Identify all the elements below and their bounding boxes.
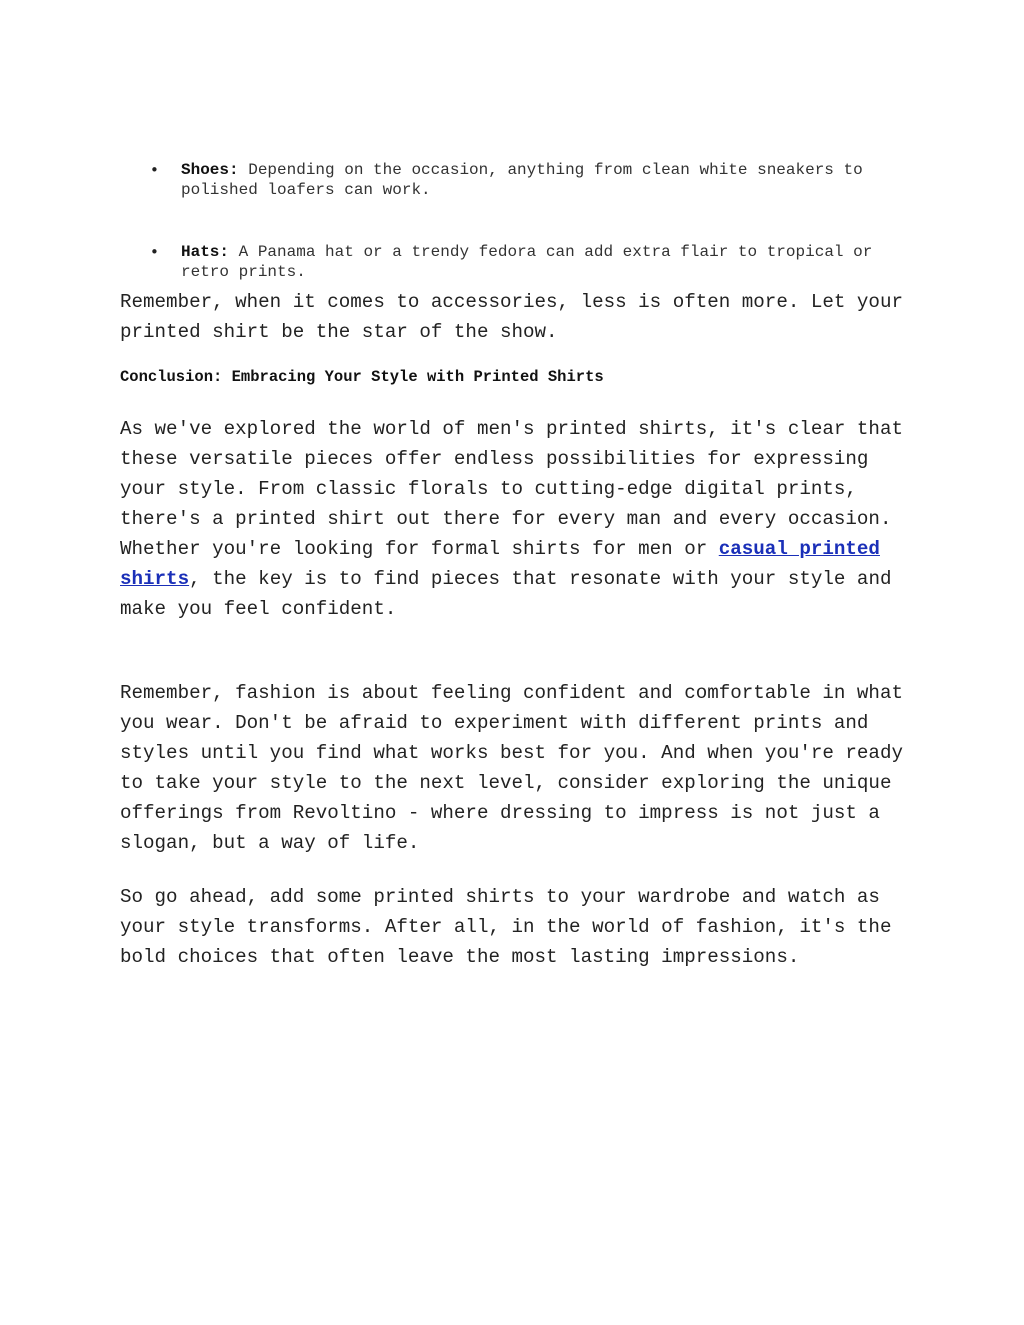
bullet-label: Hats: xyxy=(181,243,230,261)
bullet-text: Depending on the occasion, anything from clean white sneakers to polished loafers can work. xyxy=(181,161,863,199)
list-item-shoes xyxy=(120,160,900,200)
bullet-label: Shoes: xyxy=(181,161,239,179)
bullet-text: A Panama hat or a trendy fedora can add extra flair to tropical or retro prints. xyxy=(181,243,873,281)
bullet-icon: • xyxy=(150,243,159,261)
paragraph-text: , the key is to find pieces that resonate with your style and make you feel confident. xyxy=(120,568,892,620)
bullet-icon: • xyxy=(150,161,159,179)
accessories-note-paragraph: Remember, when it comes to accessories, less is often more. Let your printed shirt be the star of the show. xyxy=(120,291,903,343)
conclusion-paragraph-1 xyxy=(120,414,920,624)
conclusion-paragraph-3: So go ahead, add some printed shirts to your wardrobe and watch as your style transforms. After all, in the world of fashion, it's the bold choices that often leave the most lasting impressions. xyxy=(120,886,892,968)
paragraph-text: As we've explored the world of men's printed shirts, it's clear that these versatile pieces offer endless possibilities for expressing your style. From classic florals to cutting-edge digital prints, there's a printed shirt out there for every man and every occasion. Whether you're looking for formal shirts for men or xyxy=(120,418,903,560)
conclusion-paragraph-2: Remember, fashion is about feeling confident and comfortable in what you wear. Don't be afraid to experiment with different prints and styles until you find what works best for you. And when you're ready to take your style to the next level, consider exploring the unique offerings from Revoltino - where dressing to impress is not just a slogan, but a way of life. xyxy=(120,682,903,854)
accessories-list xyxy=(120,160,900,282)
list-item-hats xyxy=(120,242,900,282)
conclusion-heading: Conclusion: Embracing Your Style with Printed Shirts xyxy=(120,368,604,386)
casual-printed-shirts-link[interactable]: casual printed shirts xyxy=(120,538,880,590)
